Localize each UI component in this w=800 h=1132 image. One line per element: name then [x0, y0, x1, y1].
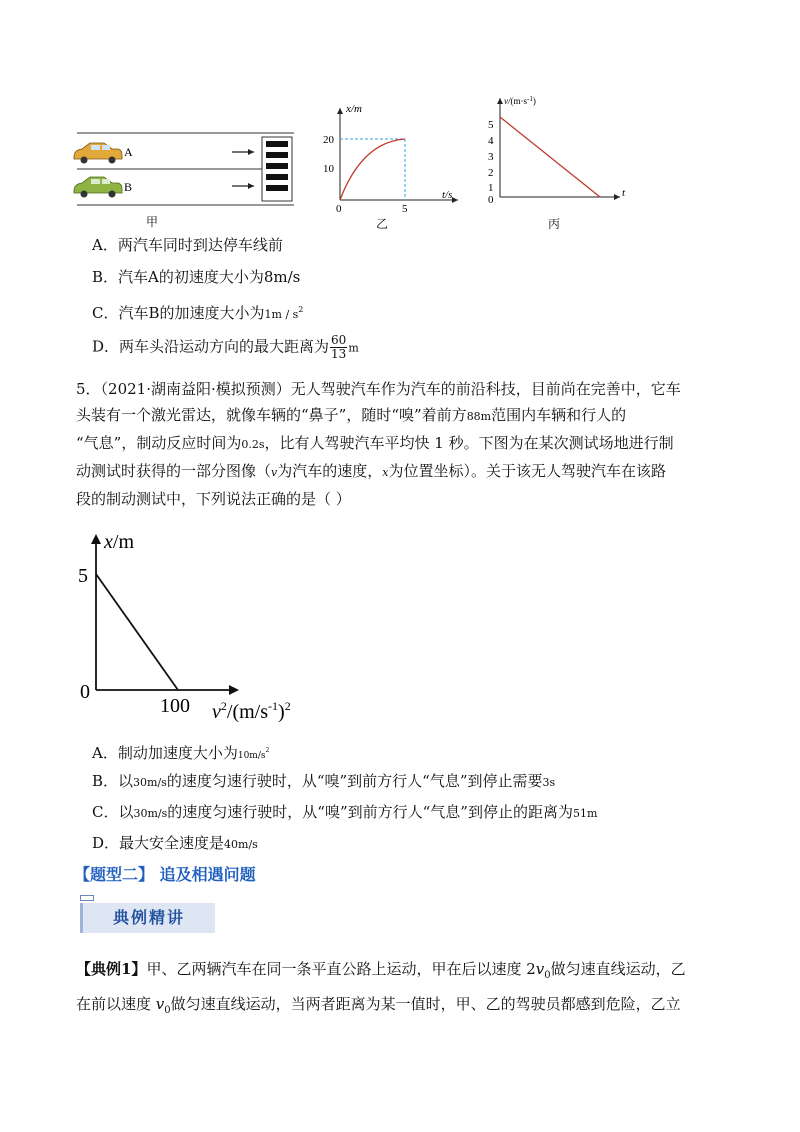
example-1: 【典例1】甲、乙两辆汽车在同一条平直公路上运动，甲在后以速度 $2v_0$做匀速直线运动，乙 在前以速度 $v_0$做匀速直线运动，当两者距离为某一值时，甲、乙的驾驶员都感到危险，乙立 [76, 960, 686, 1016]
bing-ytick-4: 4 [488, 135, 494, 147]
bing-ytick-1: 1 [488, 182, 494, 194]
yi-xtick: 5 [402, 203, 408, 215]
yi-ylabel: x/m [346, 103, 362, 115]
bing-ytick-2: 2 [488, 167, 494, 179]
bing-origin: 0 [488, 194, 494, 206]
car-a-label: A [124, 145, 133, 159]
yi-origin: 0 [336, 203, 342, 215]
q5-option-d[interactable]: D．最大安全速度是40m/s [92, 834, 258, 852]
banner-decoration [80, 895, 94, 901]
bing-xlabel: t [622, 187, 626, 199]
section-heading: 【题型二】 追及相遇问题 [74, 865, 256, 884]
figure-yi-caption: 乙 [376, 217, 389, 231]
q5-stem: 5．（2021·湖南益阳·模拟预测）无人驾驶汽车作为汽车的前沿科技，目前尚在完善中，它车 头装有一个激光雷达，就像车辆的“鼻子”，随时“嗅”着前方88m范围内车辆和行人的 “气息”，制动反应时间为0.2s，比有人驾驶汽车平均快 1 秒。下图为在某次测试场地进行制 动测试时获得的一部分图像（v为汽车的速度，x为位置坐标）。关于该无人驾驶汽车在该路 段的制动测试中，下列说法正确的是（ ） [76, 380, 681, 508]
example-banner: 典例精讲 [80, 903, 215, 933]
yi-ytick-20: 20 [323, 134, 334, 146]
graph-yi [318, 100, 488, 218]
car-b-label: B [124, 180, 133, 194]
yi-xlabel: t/s [442, 189, 453, 201]
q5-ytick-5: 5 [78, 565, 88, 587]
road-diagram [72, 125, 302, 217]
q4-option-c[interactable]: C．汽车B的加速度大小为$1m / s^2$ [92, 304, 304, 322]
q5-option-c[interactable]: C．以30m/s的速度匀速行驶时，从“嗅”到前方行人“气息”到停止的距离为51m [92, 803, 598, 821]
graph-bing [480, 92, 640, 214]
q4-option-d[interactable]: D．两车头沿运动方向的最大距离为 $\frac{60}{13}$ m [92, 333, 359, 361]
bing-ylabel: $v/(m\cdot s^{-1})$ [504, 95, 536, 106]
bing-ytick-3: 3 [488, 151, 494, 163]
yi-ytick-10: 10 [323, 163, 334, 175]
q5-ylabel: x/m [104, 531, 135, 553]
fraction-60-13: $\frac{60}{13}$ [331, 333, 347, 361]
car-a-icon [74, 143, 122, 164]
q4-option-a[interactable]: A．两汽车同时到达停车线前 [92, 236, 283, 254]
figure-bing-caption: 丙 [548, 217, 561, 231]
q5-xlabel: $v^2/(m/s^{-1})^2$ [212, 699, 291, 723]
car-b-icon [74, 177, 122, 198]
q4-option-b[interactable]: B．汽车A的初速度大小为8m/s [92, 268, 301, 286]
q5-origin: 0 [80, 681, 90, 703]
bing-ytick-5: 5 [488, 119, 494, 131]
q5-xtick-100: 100 [160, 695, 190, 717]
q5-graph [74, 522, 324, 732]
figure-jia-caption: 甲 [146, 215, 159, 229]
q5-option-b[interactable]: B．以30m/s的速度匀速行驶时，从“嗅”到前方行人“气息”到停止需要3s [92, 772, 556, 790]
q5-option-a[interactable]: A．制动加速度大小为$10m/s^2$ [92, 744, 270, 762]
